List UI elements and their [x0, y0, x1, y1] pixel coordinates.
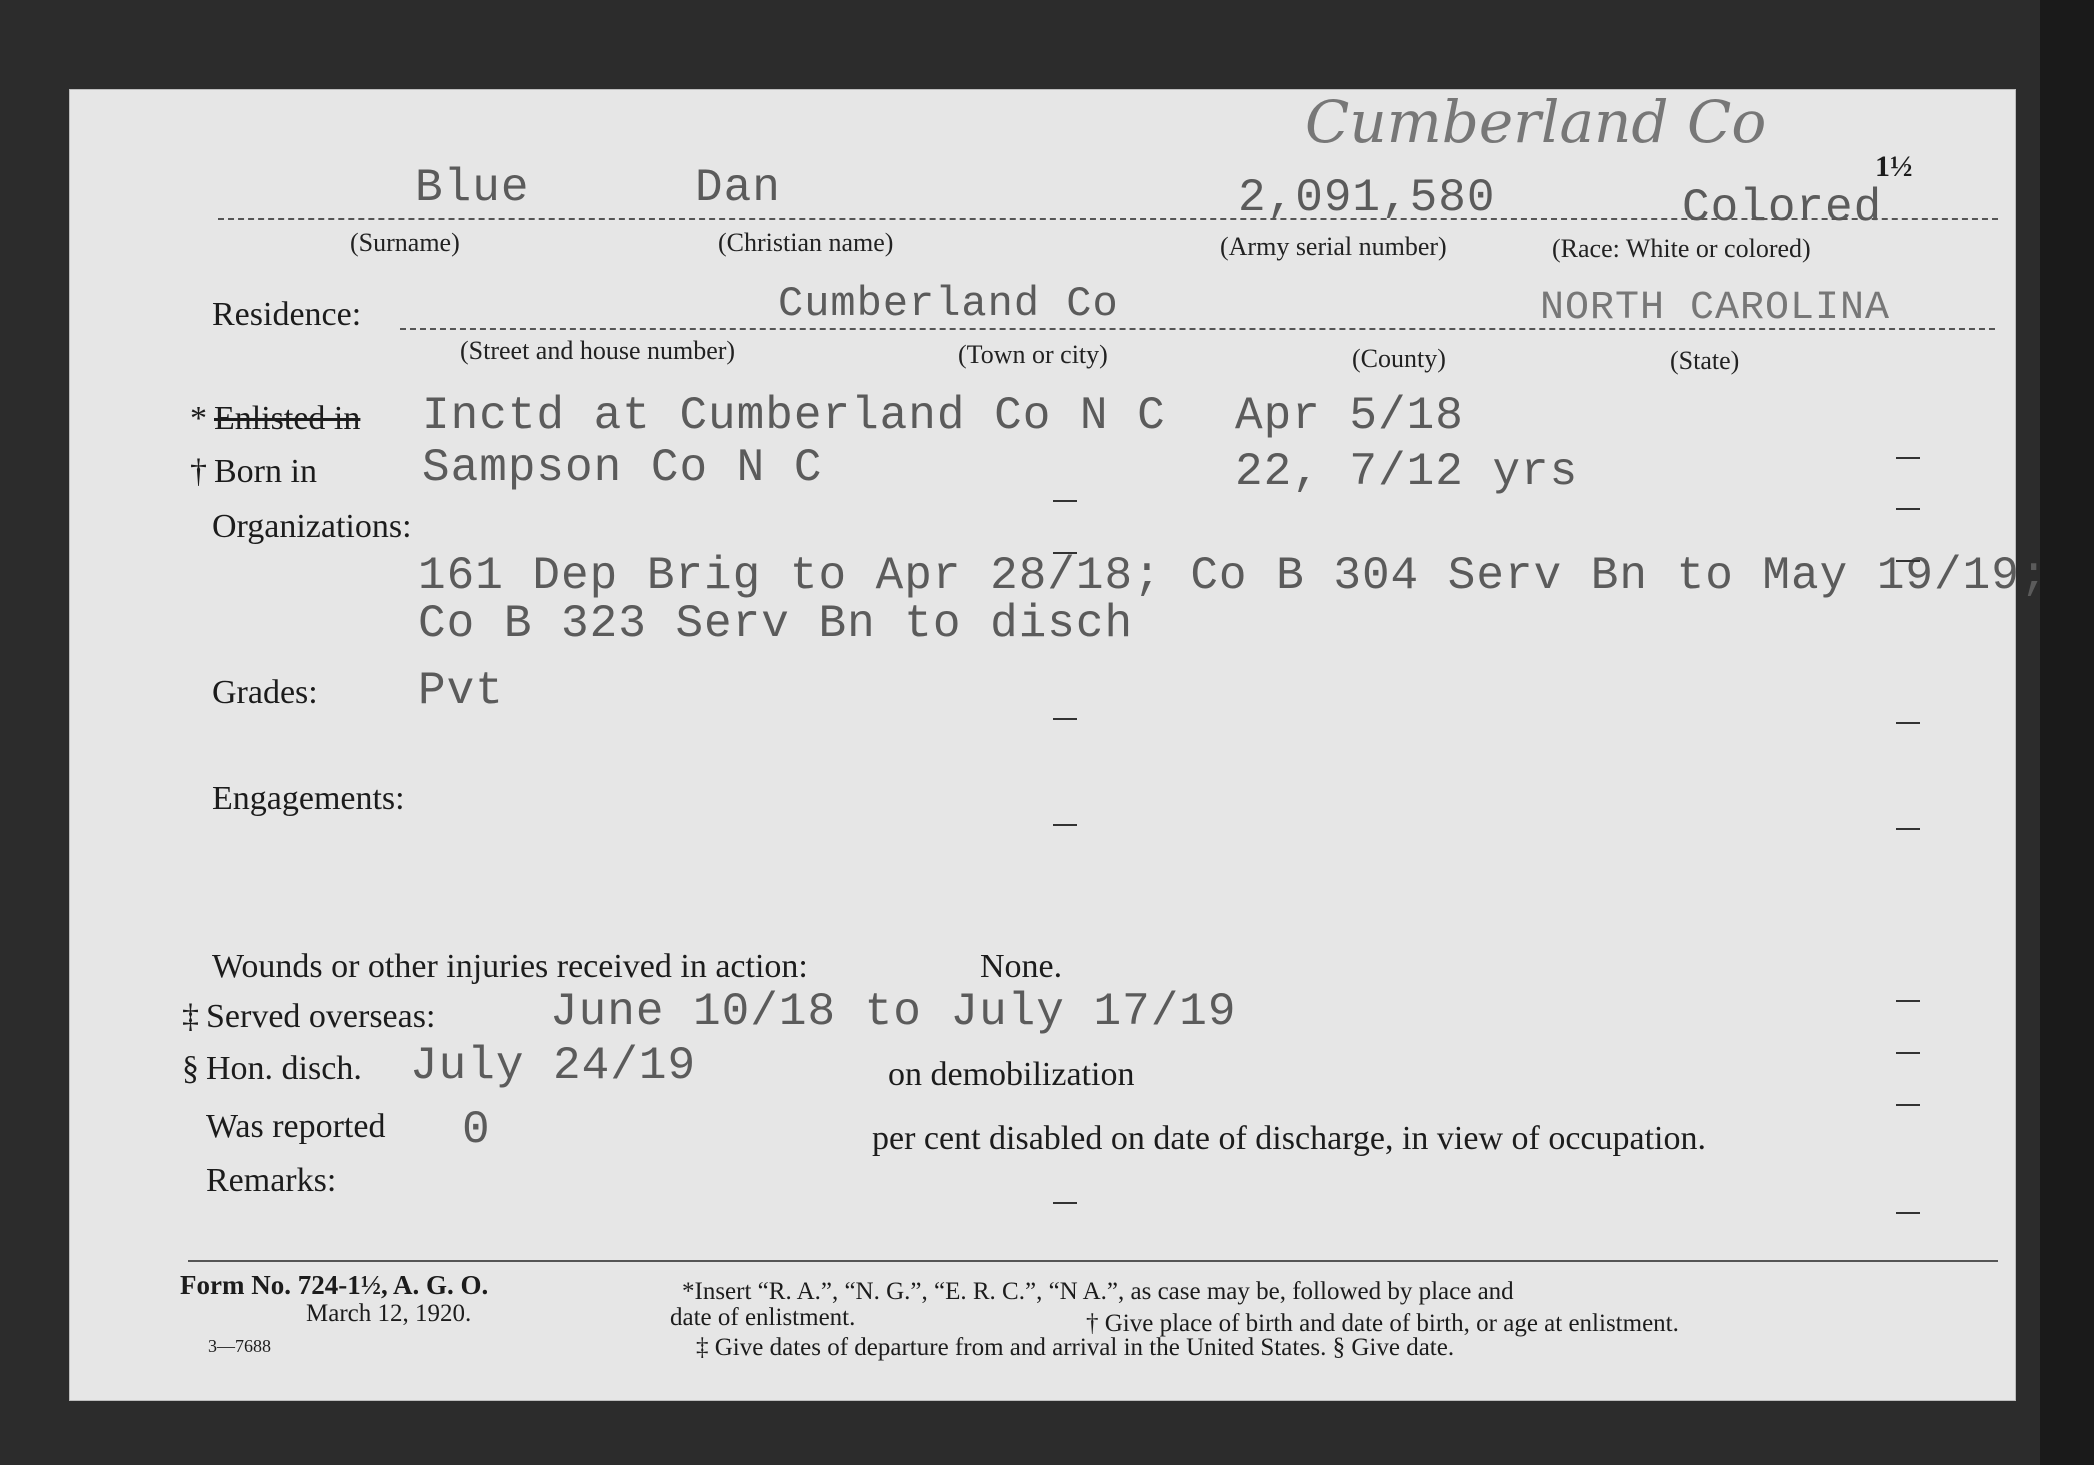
blank-dash	[1053, 500, 1077, 502]
form-fraction: 1½	[1875, 150, 1913, 183]
caption-street: (Street and house number)	[460, 336, 736, 365]
blank-dash	[1896, 722, 1920, 724]
footnote-line-1: *Insert “R. A.”, “N. G.”, “E. R. C.”, “N A.”, as case may be, followed by place and	[682, 1278, 1514, 1305]
header-dotted-line	[218, 218, 1998, 220]
residence-label: Residence:	[212, 296, 362, 333]
overseas-mark: ‡	[182, 998, 199, 1035]
print-code: 3—7688	[208, 1336, 271, 1356]
scan-edge-strip	[2040, 0, 2094, 1465]
caption-county: (County)	[1352, 344, 1446, 373]
disabled-label: Was reported	[206, 1108, 386, 1145]
christian-name-value: Dan	[695, 162, 781, 214]
blank-dash	[1896, 1104, 1920, 1106]
caption-serial-number: (Army serial number)	[1220, 232, 1447, 261]
grades-label: Grades:	[212, 674, 318, 711]
enlisted-label: Enlisted in	[214, 400, 361, 437]
born-mark: †	[190, 453, 207, 490]
handwritten-county: Cumberland Co	[1305, 88, 1767, 156]
caption-town: (Town or city)	[958, 340, 1108, 369]
overseas-label: Served overseas:	[206, 998, 436, 1035]
caption-surname: (Surname)	[350, 228, 460, 257]
wounds-label: Wounds or other injuries received in action:	[212, 948, 808, 985]
blank-dash	[1053, 552, 1077, 554]
disabled-value: 0	[462, 1104, 491, 1156]
residence-town-value: Cumberland Co	[778, 280, 1119, 328]
discharge-mark: §	[182, 1050, 199, 1087]
blank-dash	[1896, 1000, 1920, 1002]
born-place-value: Sampson Co N C	[422, 442, 823, 494]
surname-value: Blue	[415, 162, 530, 214]
enlisted-place-value: Inctd at Cumberland Co N C	[422, 390, 1166, 442]
footnote-line-2b: † Give place of birth and date of birth, or age at enlistment.	[1086, 1310, 1679, 1337]
blank-dash	[1896, 457, 1920, 459]
form-date: March 12, 1920.	[306, 1300, 472, 1327]
blank-dash	[1896, 828, 1920, 830]
organizations-line-1: 161 Dep Brig to Apr 28/18; Co B 304 Serv Bn to May 19/19;	[418, 550, 2049, 602]
service-record-card	[70, 88, 2049, 1400]
blank-dash	[1896, 508, 1920, 510]
enlisted-date-value: Apr 5/18	[1235, 390, 1464, 442]
footnote-line-2a: date of enlistment.	[670, 1304, 856, 1331]
discharge-date-value: July 24/19	[410, 1040, 697, 1092]
race-value: Colored	[1682, 182, 1883, 234]
blank-dash	[1896, 1052, 1920, 1054]
discharge-label: Hon. disch.	[206, 1050, 362, 1087]
footnote-line-3: ‡ Give dates of departure from and arrival in the United States. § Give date.	[696, 1334, 1455, 1361]
organizations-label: Organizations:	[212, 508, 412, 545]
blank-dash	[1053, 718, 1077, 720]
footer-rule	[188, 1260, 1998, 1262]
form-number: Form No. 724-1½, A. G. O.	[180, 1270, 489, 1300]
residence-state-value: NORTH CAROLINA	[1540, 286, 1891, 331]
discharge-reason: on demobilization	[888, 1056, 1135, 1093]
caption-christian-name: (Christian name)	[718, 228, 894, 257]
engagements-label: Engagements:	[212, 780, 405, 817]
born-label: Born in	[214, 453, 317, 490]
grades-value: Pvt	[418, 665, 504, 717]
overseas-value: June 10/18 to July 17/19	[550, 986, 1237, 1038]
enlisted-mark: *	[190, 400, 207, 437]
caption-state: (State)	[1670, 346, 1740, 375]
disabled-text: per cent disabled on date of discharge, in view of occupation.	[872, 1120, 1706, 1157]
wounds-value: None.	[980, 948, 1063, 985]
blank-dash	[1053, 1202, 1077, 1204]
blank-dash	[1053, 824, 1077, 826]
born-age-value: 22, 7/12 yrs	[1235, 446, 1579, 498]
blank-dash	[1896, 1212, 1920, 1214]
blank-dash	[1896, 560, 1920, 562]
remarks-label: Remarks:	[206, 1162, 337, 1199]
serial-number-value: 2,091,580	[1238, 172, 1496, 224]
organizations-line-2: Co B 323 Serv Bn to disch	[418, 598, 1134, 650]
caption-race: (Race: White or colored)	[1552, 234, 1811, 263]
